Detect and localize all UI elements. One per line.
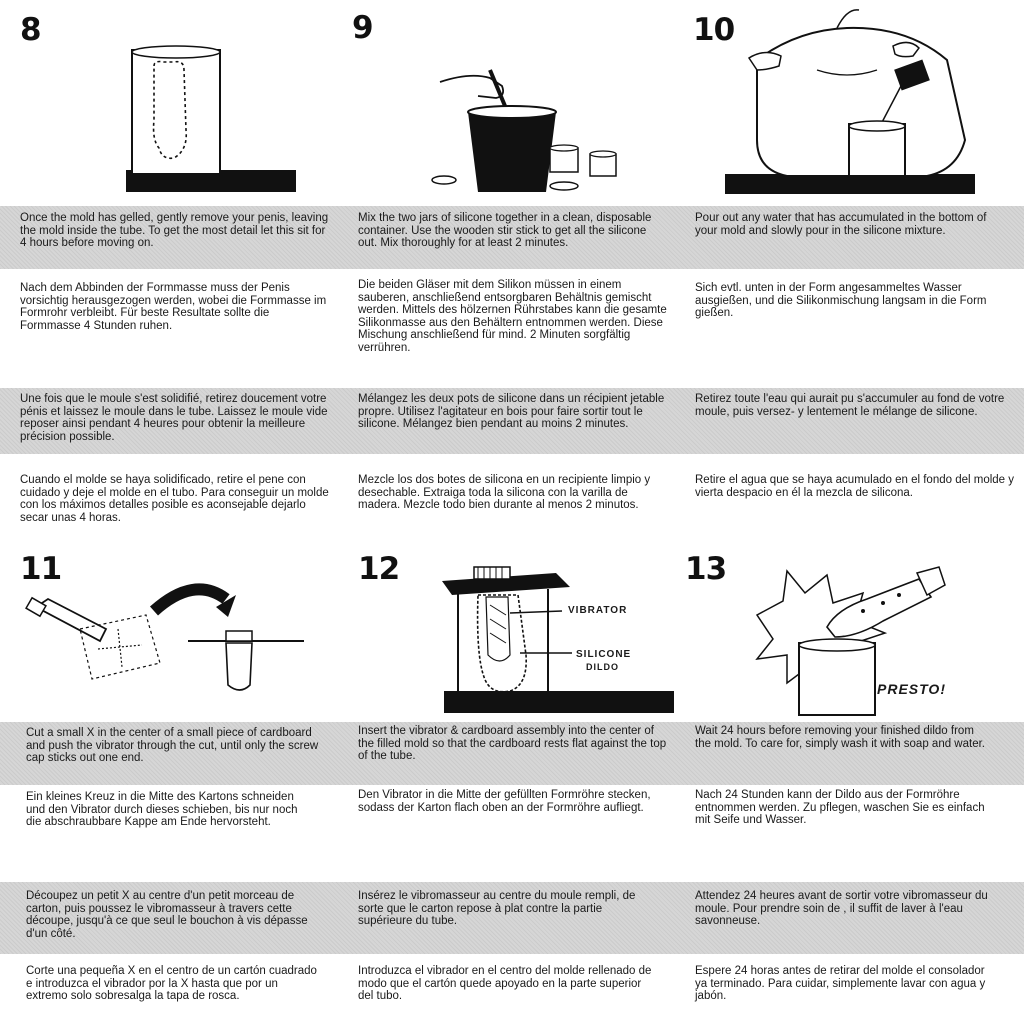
spanish-text: Cuando el molde se haya solidificado, retire el pene con cuidado y deje el molde en el tubo. Para conseguir un molde con los máximos detalles posible es aconsejable dejarlo secar unas 4 horas. — [20, 474, 329, 524]
step-number: 8 — [20, 12, 41, 48]
mold-tube-illustration — [14, 0, 344, 190]
english-text: Pour out any water that has accumulated in the bottom of your mold and slowly pour in the silicone mixture. — [695, 212, 987, 237]
english-text: Cut a small X in the center of a small piece of cardboard and push the vibrator through the cut, until only the screw cap sticks out one end. — [26, 727, 319, 765]
german-text: Nach dem Abbinden der Formmasse muss der Penis vorsichtig herausgezogen werden, wobei die Formmasse im Formrohr verbleibt. Für beste Resultate sollte die Formmasse 4 Stunden ruhen. — [20, 282, 327, 332]
pouring-silicone-illustration — [687, 0, 1017, 200]
step-8 — [14, 0, 344, 545]
french-text: Insérez le vibromasseur au centre du moule rempli, de sorte que le carton repose à plat contre la partie supérieure du tube. — [358, 890, 636, 928]
spanish-text: Introduzca el vibrador en el centro del molde rellenado de modo que el cartón quede apoyado en la parte superior del tubo. — [358, 965, 652, 1003]
step-13 — [687, 545, 1017, 1024]
french-text: Retirez toute l'eau qui aurait pu s'accumuler au fond de votre moule, puis versez- y lentement le mélange de silicone. — [695, 393, 1005, 418]
french-text: Découpez un petit X au centre d'un petit morceau de carton, puis poussez le vibromasseur à travers cette découpe, jusqu'à ce que seul le bouchon à vis dépasse d'un côté. — [26, 890, 308, 940]
spanish-text: Espere 24 horas antes de retirar del molde el consolador ya terminado. Para cuidar, simplemente lavar con agua y jabón. — [695, 965, 986, 1003]
finished-dildo-illustration — [687, 545, 1017, 725]
french-text: Attendez 24 heures avant de sortir votre vibromasseur du moule. Pour prendre soin de , il suffit de laver à l'eau savonneuse. — [695, 890, 988, 928]
german-text: Sich evtl. unten in der Form angesammeltes Wasser ausgießen, und die Silikonmischung langsam in die Form gießen. — [695, 282, 987, 320]
german-text: Nach 24 Stunden kann der Dildo aus der Formröhre entnommen werden. Zu pflegen, waschen Sie es einfach mit Seife und Wasser. — [695, 789, 985, 827]
spanish-text: Mezcle los dos botes de silicona en un recipiente limpio y desechable. Extraiga toda la silicona con la varilla de madera. Mezcle todo bien durante al menos 2 minutos. — [358, 474, 651, 512]
english-text: Wait 24 hours before removing your finished dildo from the mold. To care for, simply wash it with soap and water. — [695, 725, 985, 750]
french-text: Une fois que le moule s'est solidifié, retirez doucement votre pénis et laissez le moule dans le tube. Laissez le moule vide reposer ainsi pendant 4 heures pour obtenir la meilleure précision possible. — [20, 393, 328, 443]
english-text: Mix the two jars of silicone together in a clean, disposable container. Use the wooden stir stick to get all the silicone out. Mix thoroughly for at least 2 minutes. — [358, 212, 652, 250]
english-text: Once the mold has gelled, gently remove your penis, leaving the mold inside the tube. To get the most detail let this sit for 4 hours before moving on. — [20, 212, 329, 250]
vibrator-in-mold-illustration — [350, 545, 680, 725]
step-11 — [14, 545, 344, 1024]
german-text: Den Vibrator in die Mitte der gefüllten Formröhre stecken, sodass der Karton flach oben an der Formröhre aufliegt. — [358, 789, 651, 814]
dildo-label: DILDO — [586, 662, 619, 672]
mixing-cup-illustration — [350, 0, 680, 200]
step-9 — [350, 0, 680, 545]
step-12 — [350, 545, 680, 1024]
step-number: 9 — [352, 10, 373, 46]
step-number: 12 — [358, 551, 400, 587]
french-text: Mélangez les deux pots de silicone dans un récipient jetable propre. Utilisez l'agitateur en bois pour faire sortir tout le silicone. Mélangez bien pendant au moins 2 minutes. — [358, 393, 665, 431]
spanish-text: Retire el agua que se haya acumulado en el fondo del molde y vierta despacio en él la mezcla de silicona. — [695, 474, 1015, 499]
english-text: Insert the vibrator & cardboard assembly into the center of the filled mold so that the cardboard rests flat against the top of the tube. — [358, 725, 667, 763]
vibrator-label: VIBRATOR — [568, 605, 628, 616]
presto-label: PRESTO! — [877, 681, 946, 697]
silicone-label: SILICONE — [576, 649, 632, 660]
step-number: 13 — [685, 551, 727, 587]
step-10 — [687, 0, 1017, 545]
german-text: Ein kleines Kreuz in die Mitte des Kartons schneiden und den Vibrator durch dieses schieben, bis nur noch die abschraubbare Kappe am Ende hervorsteht. — [26, 791, 298, 829]
step-number: 11 — [20, 551, 62, 587]
step-number: 10 — [693, 12, 735, 48]
spanish-text: Corte una pequeña X en el centro de un cartón cuadrado e introduzca el vibrador por la X hasta que por un extremo solo sobresalga la tapa de rosca. — [26, 965, 317, 1003]
cardboard-cut-illustration — [14, 545, 344, 715]
german-text: Die beiden Gläser mit dem Silikon müssen in einem sauberen, anschließend entsorgbaren Behältnis gemischt werden. Mittels des hölzernen Rührstabes kann die gesamte Silikonmasse aus den Behältern entnommen werden. Diese Mischung anschließend für mind. 2 Minuten sorgfältig verrühren. — [358, 279, 667, 354]
